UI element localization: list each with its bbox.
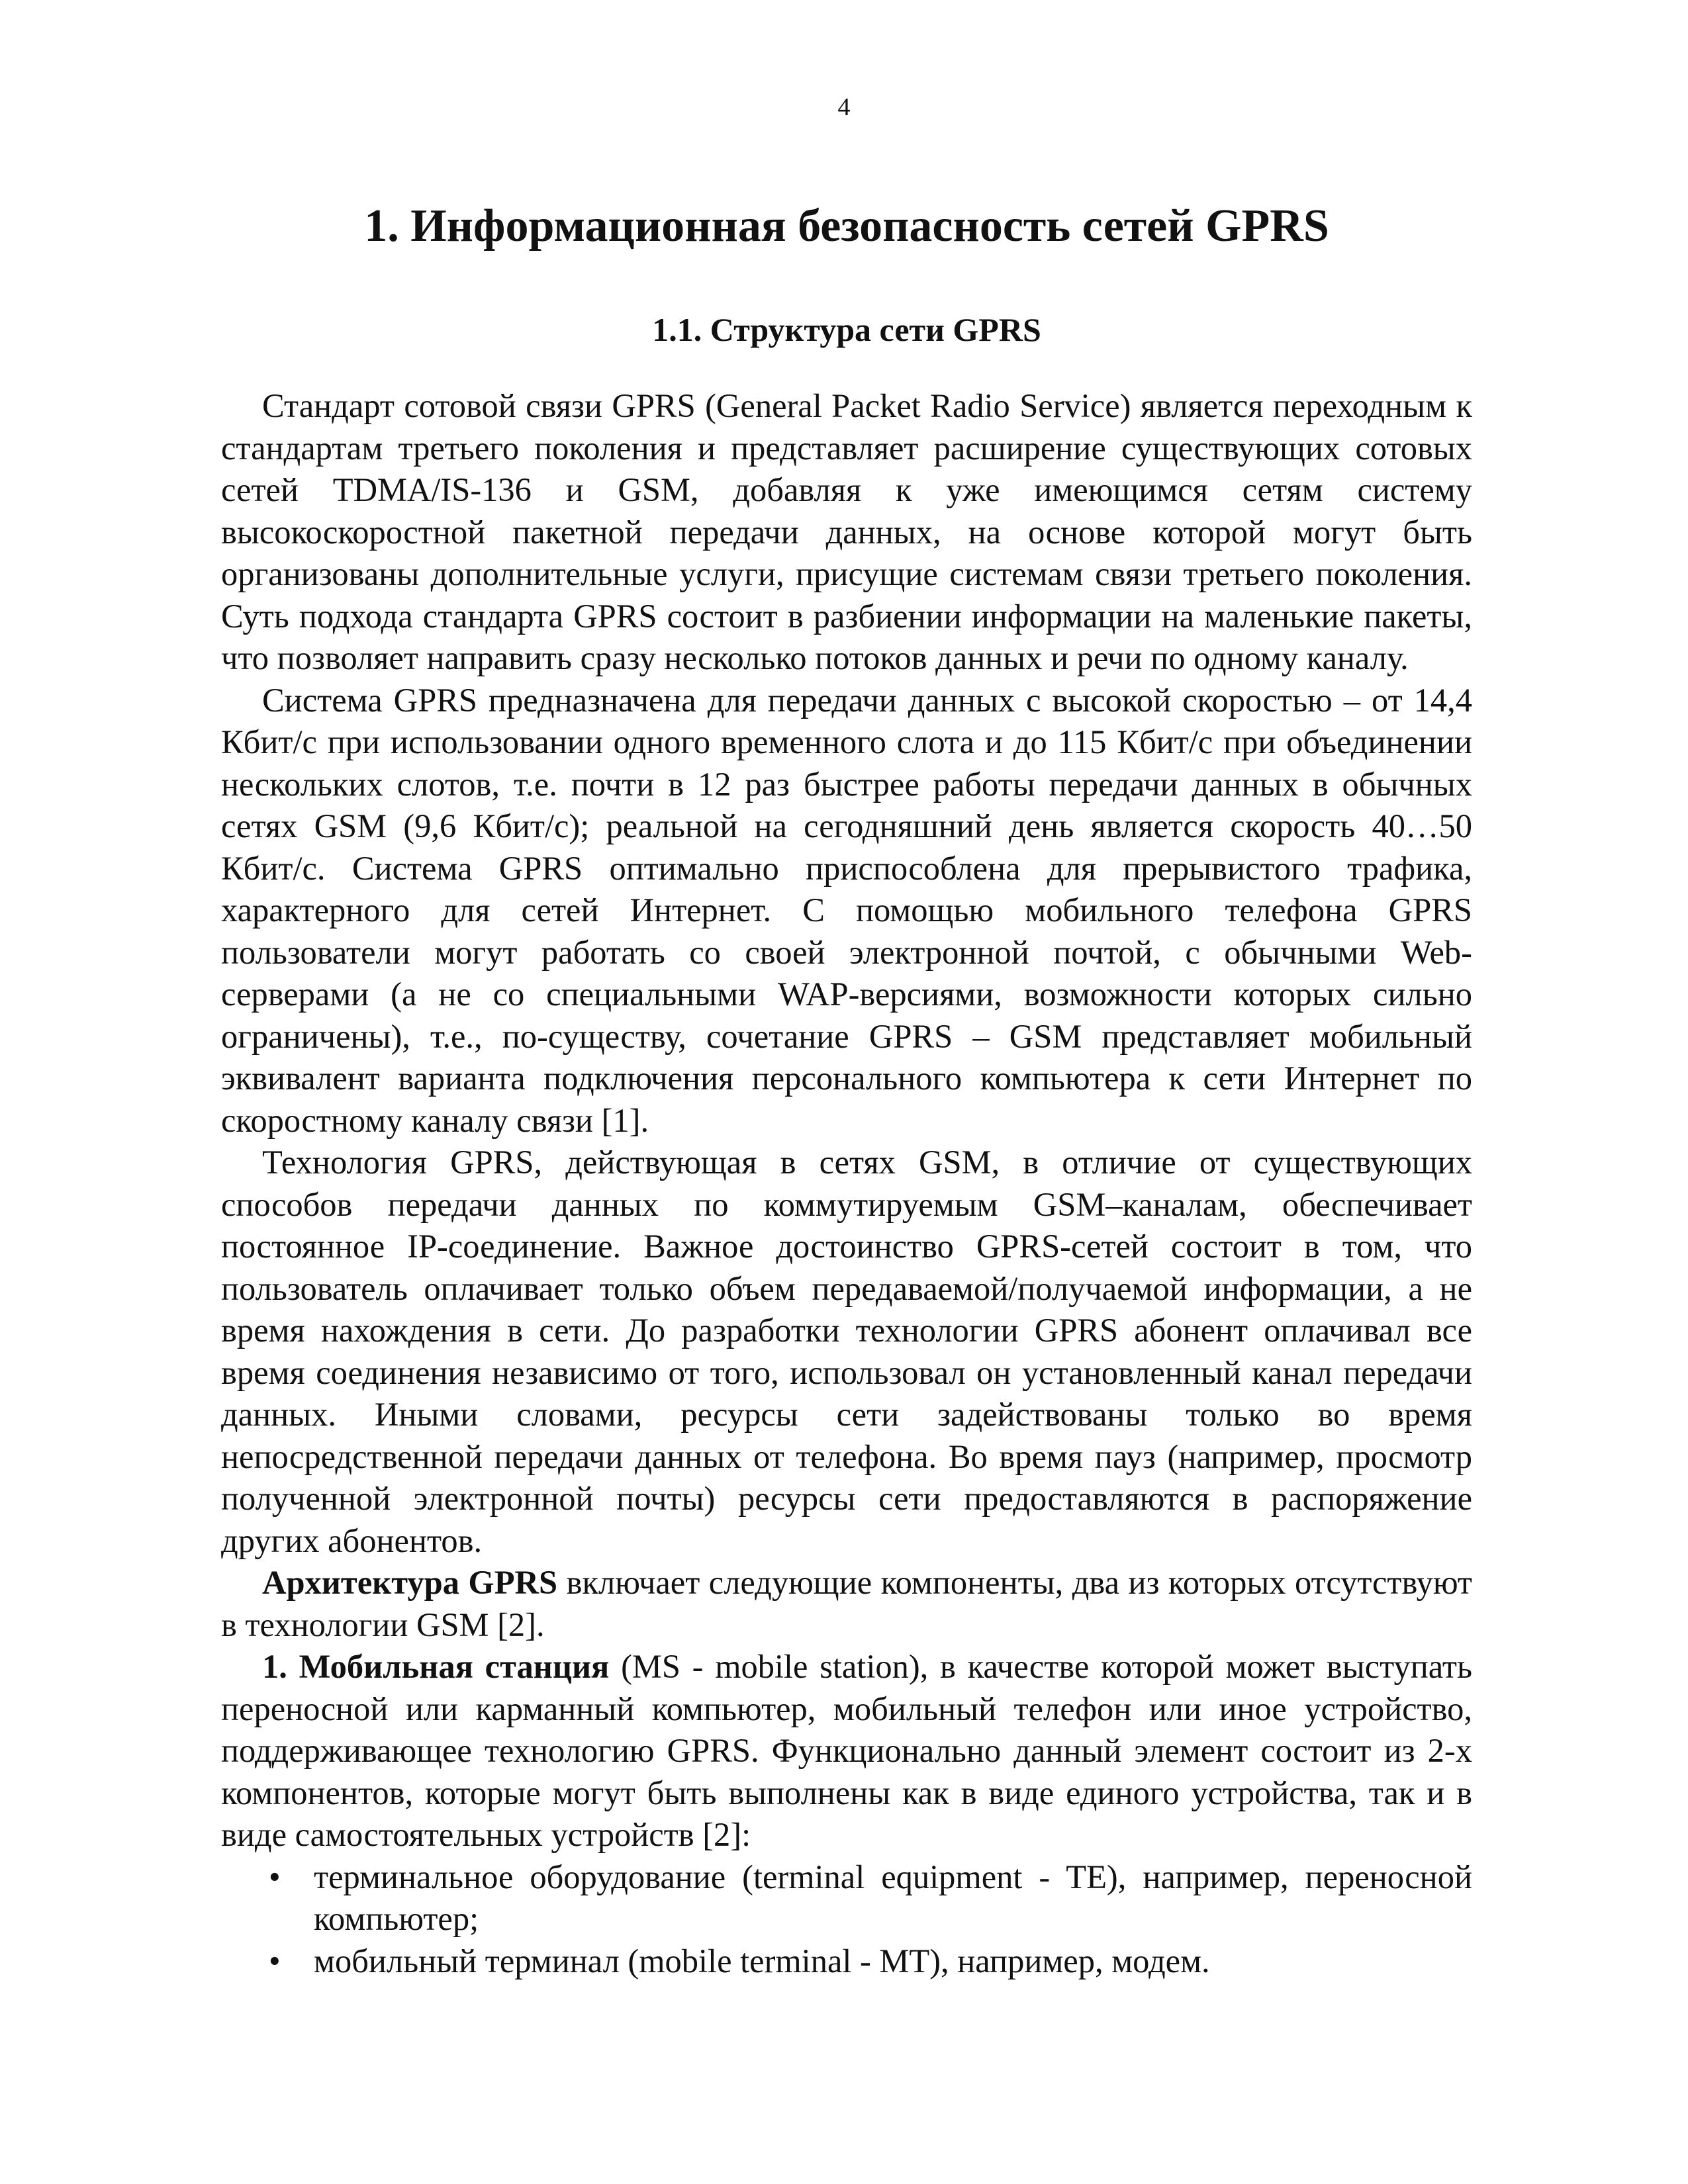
- list-item: [221, 1940, 1472, 1983]
- architecture-text: включает следующие компоненты, два из которых отсутствуют в технологии GSM [2].: [221, 1564, 1472, 1643]
- paragraph-gprs-architecture: [221, 1562, 1472, 1646]
- bullet-icon: •: [269, 1942, 281, 1979]
- paragraph-mobile-station: [221, 1646, 1472, 1856]
- architecture-term: Архитектура GPRS: [262, 1564, 558, 1601]
- paragraph-gprs-speed: Система GPRS предназначена для передачи данных с высокой скоростью – от 14,4 Кбит/с при использовании одного временного слота и до 115 Кбит/с при объединении нескольких слотов, т.е. почти в 12 раз быстрее работы передачи данных в обычных сетях GSM (9,6 Кбит/с); реальной на сегодняшний день является скорость 40…50 Кбит/с. Система GPRS оптимально приспособлена для прерывистого трафика, характерного для сетей Интернет. С помощью мобильного телефона GPRS пользователи могут работать со своей электронной почтой, с обычными Web-серверами (а не со специальными WAP-версиями, возможности которых сильно ограничены), т.е., по-существу, сочетание GPRS – GSM представляет мобильный эквивалент варианта подключения персонального компьютера к сети Интернет по скоростному каналу связи [1].: [221, 681, 1472, 1139]
- paragraph-gprs-technology: Технология GPRS, действующая в сетях GSM, в отличие от существующих способов передачи данных по коммутируемым GSM–каналам, обеспечивает постоянное IP-соединение. Важное достоинство GPRS-сетей состоит в том, что пользователь оплачивает только объем передаваемой/получаемой информации, а не время нахождения в сети. До разработки технологии GPRS абонент оплачивал все время соединения независимо от того, использовал он установленный канал передачи данных. Иными словами, ресурсы сети задействованы только во время непосредственной передачи данных от телефона. Во время пауз (например, просмотр полученной электронной почты) ресурсы сети предоставляются в распоряжение других абонентов.: [221, 1144, 1472, 1559]
- components-list: [221, 1856, 1472, 1983]
- paragraph-gprs-standard: Стандарт сотовой связи GPRS (General Packet Radio Service) является переходным к стандартам третьего поколения и представляет расширение существующих сотовых сетей TDMA/IS-136 и GSM, добавляя к уже имеющимся сетям систему высокоскоростной пакетной передачи данных, на основе которой могут быть организованы дополнительные услуги, присущие системам связи третьего поколения. Суть подхода стандарта GPRS состоит в разбиении информации на маленькие пакеты, что позволяет направить сразу несколько потоков данных и речи по одному каналу.: [221, 387, 1472, 676]
- page-content: [221, 199, 1472, 1982]
- list-item-text: терминальное оборудование (terminal equipment - TE), например, переносной компьютер;: [314, 1858, 1472, 1937]
- section-title: 1.1. Структура сети GPRS: [652, 311, 1041, 348]
- list-item-text: мобильный терминал (mobile terminal - MT), например, модем.: [314, 1942, 1210, 1979]
- bullet-icon: •: [269, 1858, 281, 1895]
- page-number: 4: [837, 93, 851, 121]
- mobile-station-text: (MS - mobile station), в качестве которой может выступать переносной или карманный компьютер, мобильный телефон или иное устройство, поддерживающее технологию GPRS. Функционально данный элемент состоит из 2-х компонентов, которые могут быть выполнены как в виде единого устройства, так и в виде самостоятельных устройств [2]:: [221, 1648, 1473, 1853]
- mobile-station-term: 1. Мобильная станция: [262, 1648, 610, 1685]
- chapter-title: 1. Информационная безопасность сетей GPRS: [364, 201, 1329, 251]
- list-item: [221, 1856, 1472, 1940]
